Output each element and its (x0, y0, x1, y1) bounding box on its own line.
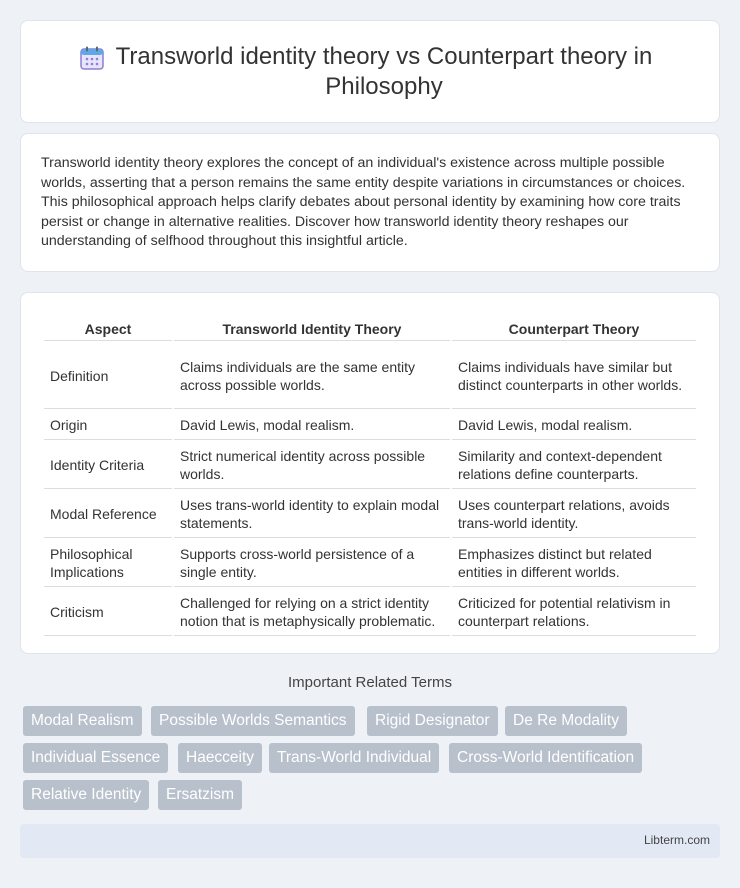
comparison-card (20, 292, 720, 654)
footer (20, 824, 720, 858)
table-row (44, 589, 696, 636)
tag-individual-essence[interactable]: Individual Essence (23, 743, 168, 773)
table-cell-counterpart: Criticized for potential relativism in counterpart relations. (452, 589, 696, 636)
column-header-counterpart: Counterpart Theory (452, 317, 696, 341)
tag-relative-identity[interactable]: Relative Identity (23, 780, 149, 810)
tag-de-re-modality[interactable]: De Re Modality (505, 706, 627, 736)
table-cell-aspect: Origin (44, 411, 172, 440)
tag-cross-world-identification[interactable]: Cross-World Identification (449, 743, 642, 773)
table-row (44, 343, 696, 409)
table-cell-counterpart: David Lewis, modal realism. (452, 411, 696, 440)
tag-ersatzism[interactable]: Ersatzism (158, 780, 242, 810)
column-header-aspect: Aspect (44, 317, 172, 341)
tag-modal-realism[interactable]: Modal Realism (23, 706, 142, 736)
footer-site-link[interactable]: Libterm.com (643, 833, 710, 847)
title-card (20, 20, 720, 123)
intro-paragraph: Transworld identity theory explores the concept of an individual's existence across multiple possible worlds, asserting that a person remains the same entity despite variations in circumstances or choices. This philosophical approach helps clarify debates about personal identity by examining how core traits persist or change in alternative realities. Discover how transworld identity theory reshapes our understanding of selfhood throughout this insightful article. (41, 155, 686, 250)
comparison-table (42, 315, 698, 638)
table-cell-counterpart: Similarity and context-dependent relations define counterparts. (452, 442, 696, 489)
table-cell-transworld: Uses trans-world identity to explain modal statements. (174, 491, 450, 538)
tag-possible-worlds-semantics[interactable]: Possible Worlds Semantics (151, 706, 355, 736)
table-row (44, 442, 696, 489)
table-cell-transworld: Challenged for relying on a strict identity notion that is metaphysically problematic. (174, 589, 450, 636)
table-cell-aspect: Identity Criteria (44, 442, 172, 489)
column-header-transworld: Transworld Identity Theory (174, 317, 450, 341)
table-cell-aspect: Criticism (44, 589, 172, 636)
table-cell-aspect: Modal Reference (44, 491, 172, 538)
page-title: Transworld identity theory vs Counterpart theory in Philosophy (115, 42, 653, 100)
tag-rigid-designator[interactable]: Rigid Designator (367, 706, 498, 736)
intro-card (20, 133, 720, 272)
table-cell-transworld: Claims individuals are the same entity across possible worlds. (174, 343, 450, 409)
table-cell-counterpart: Uses counterpart relations, avoids trans-world identity. (452, 491, 696, 538)
table-cell-aspect: Definition (44, 343, 172, 409)
table-cell-counterpart: Emphasizes distinct but related entities in different worlds. (452, 540, 696, 587)
tag-haecceity[interactable]: Haecceity (178, 743, 262, 773)
table-cell-counterpart: Claims individuals have similar but distinct counterparts in other worlds. (452, 343, 696, 409)
table-cell-transworld: Strict numerical identity across possible worlds. (174, 442, 450, 489)
table-cell-transworld: David Lewis, modal realism. (174, 411, 450, 440)
table-header-row (44, 317, 696, 341)
table-row (44, 540, 696, 587)
related-terms-heading: Important Related Terms (288, 674, 452, 691)
table-row (44, 491, 696, 538)
table-cell-aspect: Philosophical Implications (44, 540, 172, 587)
table-cell-transworld: Supports cross-world persistence of a single entity. (174, 540, 450, 587)
table-row (44, 411, 696, 440)
tag-trans-world-individual[interactable]: Trans-World Individual (269, 743, 439, 773)
